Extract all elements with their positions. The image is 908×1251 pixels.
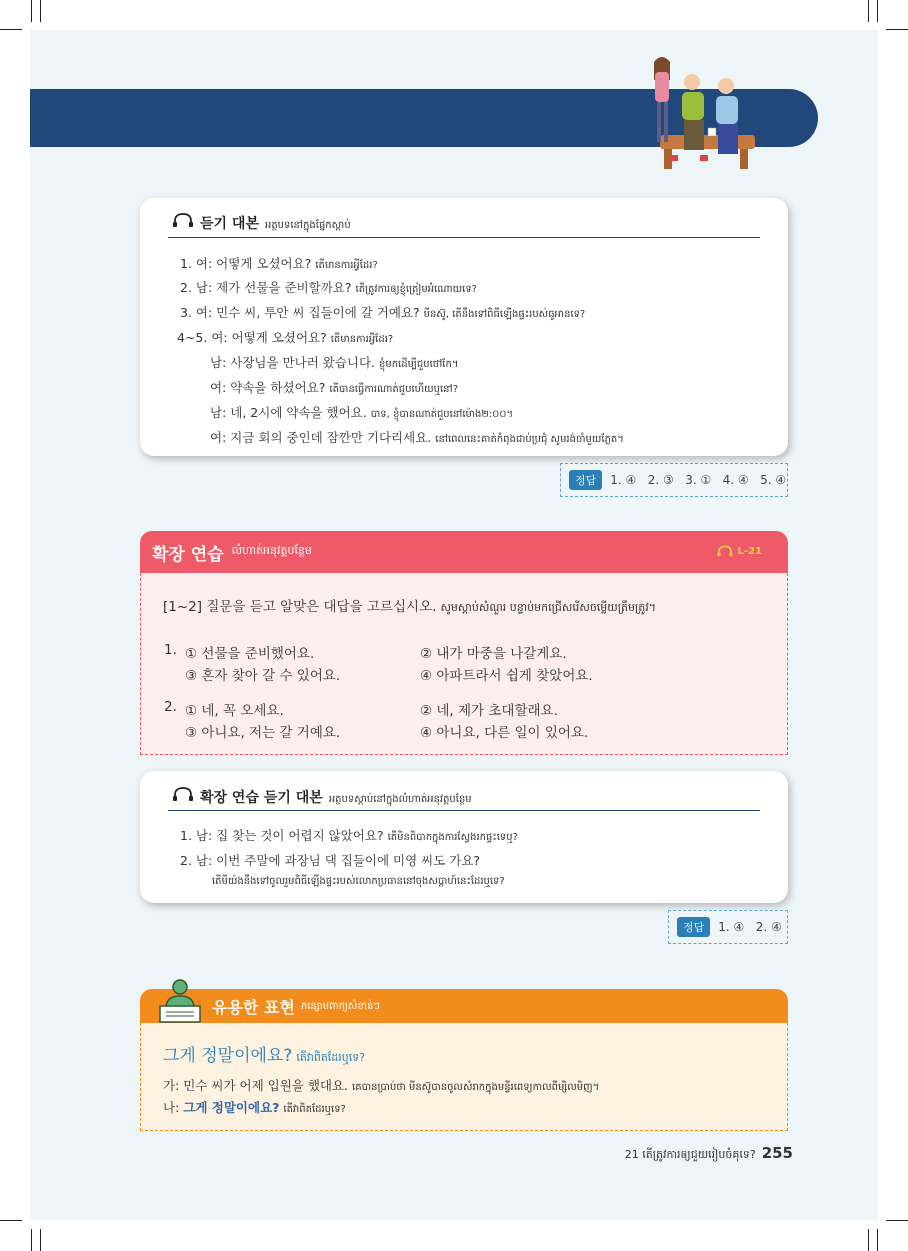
dialog-line: 가: 민수 씨가 어제 입원을 했대요. គេបានប្រាប់ថា មីនស៊ូបានចូលសំរាកក្នុងមន្ទីរពេទ្យកាលពីម្សិលមិញ។ [163, 1078, 600, 1093]
option-item[interactable]: ③ 혼자 찾아 갈 수 있어요. [185, 668, 341, 684]
title-underline [168, 237, 760, 238]
expression-title: 그게 정말이에요? តើវាពិតដែរឬទេ? [163, 1046, 366, 1066]
page-footer [625, 1144, 793, 1164]
script-line: 1. 남: 집 찾는 것이 어렵지 않았어요? តើមិនពិបាកក្នុងការស្វែងរកផ្ទះទេឬ? [180, 828, 518, 843]
practice-script-title [172, 786, 472, 807]
headphone-icon [172, 212, 194, 228]
practice-script-title-ko: 확장 연습 듣기 대본 [200, 790, 323, 806]
answer-tag: 정답 [677, 917, 710, 937]
answer-box-1 [560, 463, 788, 497]
script-line: 4~5. 여: 어떻게 오셨어요? តើមានការអ្វីដែរ? [177, 330, 394, 345]
script-line: 2. 남: 제가 선물을 준비할까요? តើត្រូវការឲ្យខ្ញុំត្រៀមអំណោយទេ? [180, 280, 477, 295]
option-item[interactable]: ① 네, 꼭 오세요. [185, 703, 284, 719]
practice-title-ko: 확장 연습 [152, 544, 224, 565]
script-line: 여: 약속을 하셨어요? តើបានធ្វើការណាត់ជួបហើយឬនៅ? [210, 380, 459, 395]
option-item[interactable]: ② 내가 마중을 나갈게요. [420, 646, 567, 662]
audio-track-ref: L-21 [716, 545, 762, 557]
question-number: 2. [164, 699, 177, 715]
script-line: 2. 남: 이번 주말에 과장님 댁 집들이에 미영 씨도 가요? [180, 853, 481, 868]
script-line: 1. 여: 어떻게 오셨어요? តើមានការអ្វីដែរ? [180, 256, 378, 271]
crop-mark [886, 29, 908, 30]
script-line: 여: 지금 회의 중인데 잠깐만 기다리세요. នៅពេលនេះគាត់កំពុងជាប់ប្រជុំ សូមរង់ចាំមួយភ្លែត។ [210, 430, 624, 445]
practice-instruction: [1~2] 질문을 듣고 알맞은 대답을 고르십시오. សូមស្ដាប់សំណួរ បន្ទាប់មកជ្រើសរើសចម្លើយត្រឹមត្រូវ។ [163, 599, 656, 615]
answer-text: 1. ④ 2. ④ [718, 920, 782, 934]
question-number: 1. [164, 642, 177, 658]
crop-mark [40, 1229, 41, 1251]
answer-tag: 정답 [569, 470, 602, 490]
practice-header [140, 531, 788, 573]
page-number: 255 [761, 1144, 793, 1162]
script-line: 남: 사장님을 만나러 왔습니다. ខ្ញុំមកដើម្បីជួបថៅកែ។ [210, 355, 459, 370]
useful-title-ko: 유용한 표현 [212, 997, 295, 1017]
title-underline [168, 810, 760, 811]
script-line: 남: 네, 2시에 약속을 했어요. បាទ, ខ្ញុំបានណាត់ជួបនៅម៉ោង២:០០។ [210, 405, 514, 420]
people-illustration [640, 50, 765, 175]
script-line-translation: តើមីយ៉ងនឹងទៅចូលរួមពិធីឡើងផ្ទះរបស់លោកប្រធាននៅចុងសប្ដាហ៍នេះដែរឬទេ? [212, 876, 505, 887]
option-item[interactable]: ④ 아니요, 다른 일이 있어요. [420, 725, 589, 741]
useful-expression-header [140, 989, 788, 1023]
crop-mark [40, 0, 41, 22]
option-item[interactable]: ① 선물을 준비했어요. [185, 646, 315, 662]
option-item[interactable]: ③ 아니요, 저는 갈 거예요. [185, 725, 341, 741]
answer-text: 1. ④ 2. ③ 3. ① 4. ④ 5. ④ [610, 473, 787, 487]
script-line: 3. 여: 민수 씨, 투안 씨 집들이에 갈 거예요? មីនស៊ូ, តើនឹងទៅពិធីឡើងផ្ទះរបស់ធូអានទេ? [180, 305, 586, 320]
crop-mark [886, 1220, 908, 1221]
crop-mark [868, 0, 869, 22]
practice-title-km: លំហាត់អនុវត្តបន្ថែម [231, 544, 312, 557]
crop-mark [0, 1220, 22, 1221]
dialog-line: 나: 그게 정말이에요? តើវាពិតដែរឬទេ? [163, 1100, 346, 1115]
chapter-title: 21 តើត្រូវការឲ្យជួយរៀបចំគុទេ? [624, 1148, 756, 1161]
crop-mark [868, 1229, 869, 1251]
crop-mark [877, 0, 878, 22]
option-item[interactable]: ② 네, 제가 초대할래요. [420, 703, 558, 719]
listening-script-title-km: អត្ថបទនៅក្នុងផ្នែកស្ដាប់ [264, 220, 351, 231]
option-item[interactable]: ④ 아파트라서 쉽게 찾았어요. [420, 668, 593, 684]
crop-mark [31, 0, 32, 22]
speaker-at-podium-icon [156, 978, 204, 1024]
crop-mark [0, 29, 22, 30]
answer-box-2 [668, 910, 788, 944]
headphone-icon [172, 786, 194, 802]
headphone-icon [716, 545, 734, 557]
useful-title-km: កន្សោមពាក្យសំខាន់ៗ [300, 1000, 380, 1012]
practice-script-title-km: អត្ថបទស្ដាប់នៅក្នុងលំហាត់អនុវត្តបន្ថែម [328, 794, 472, 805]
crop-mark [877, 1229, 878, 1251]
crop-mark [31, 1229, 32, 1251]
listening-script-title [172, 212, 351, 233]
listening-script-title-ko: 듣기 대본 [200, 216, 259, 232]
